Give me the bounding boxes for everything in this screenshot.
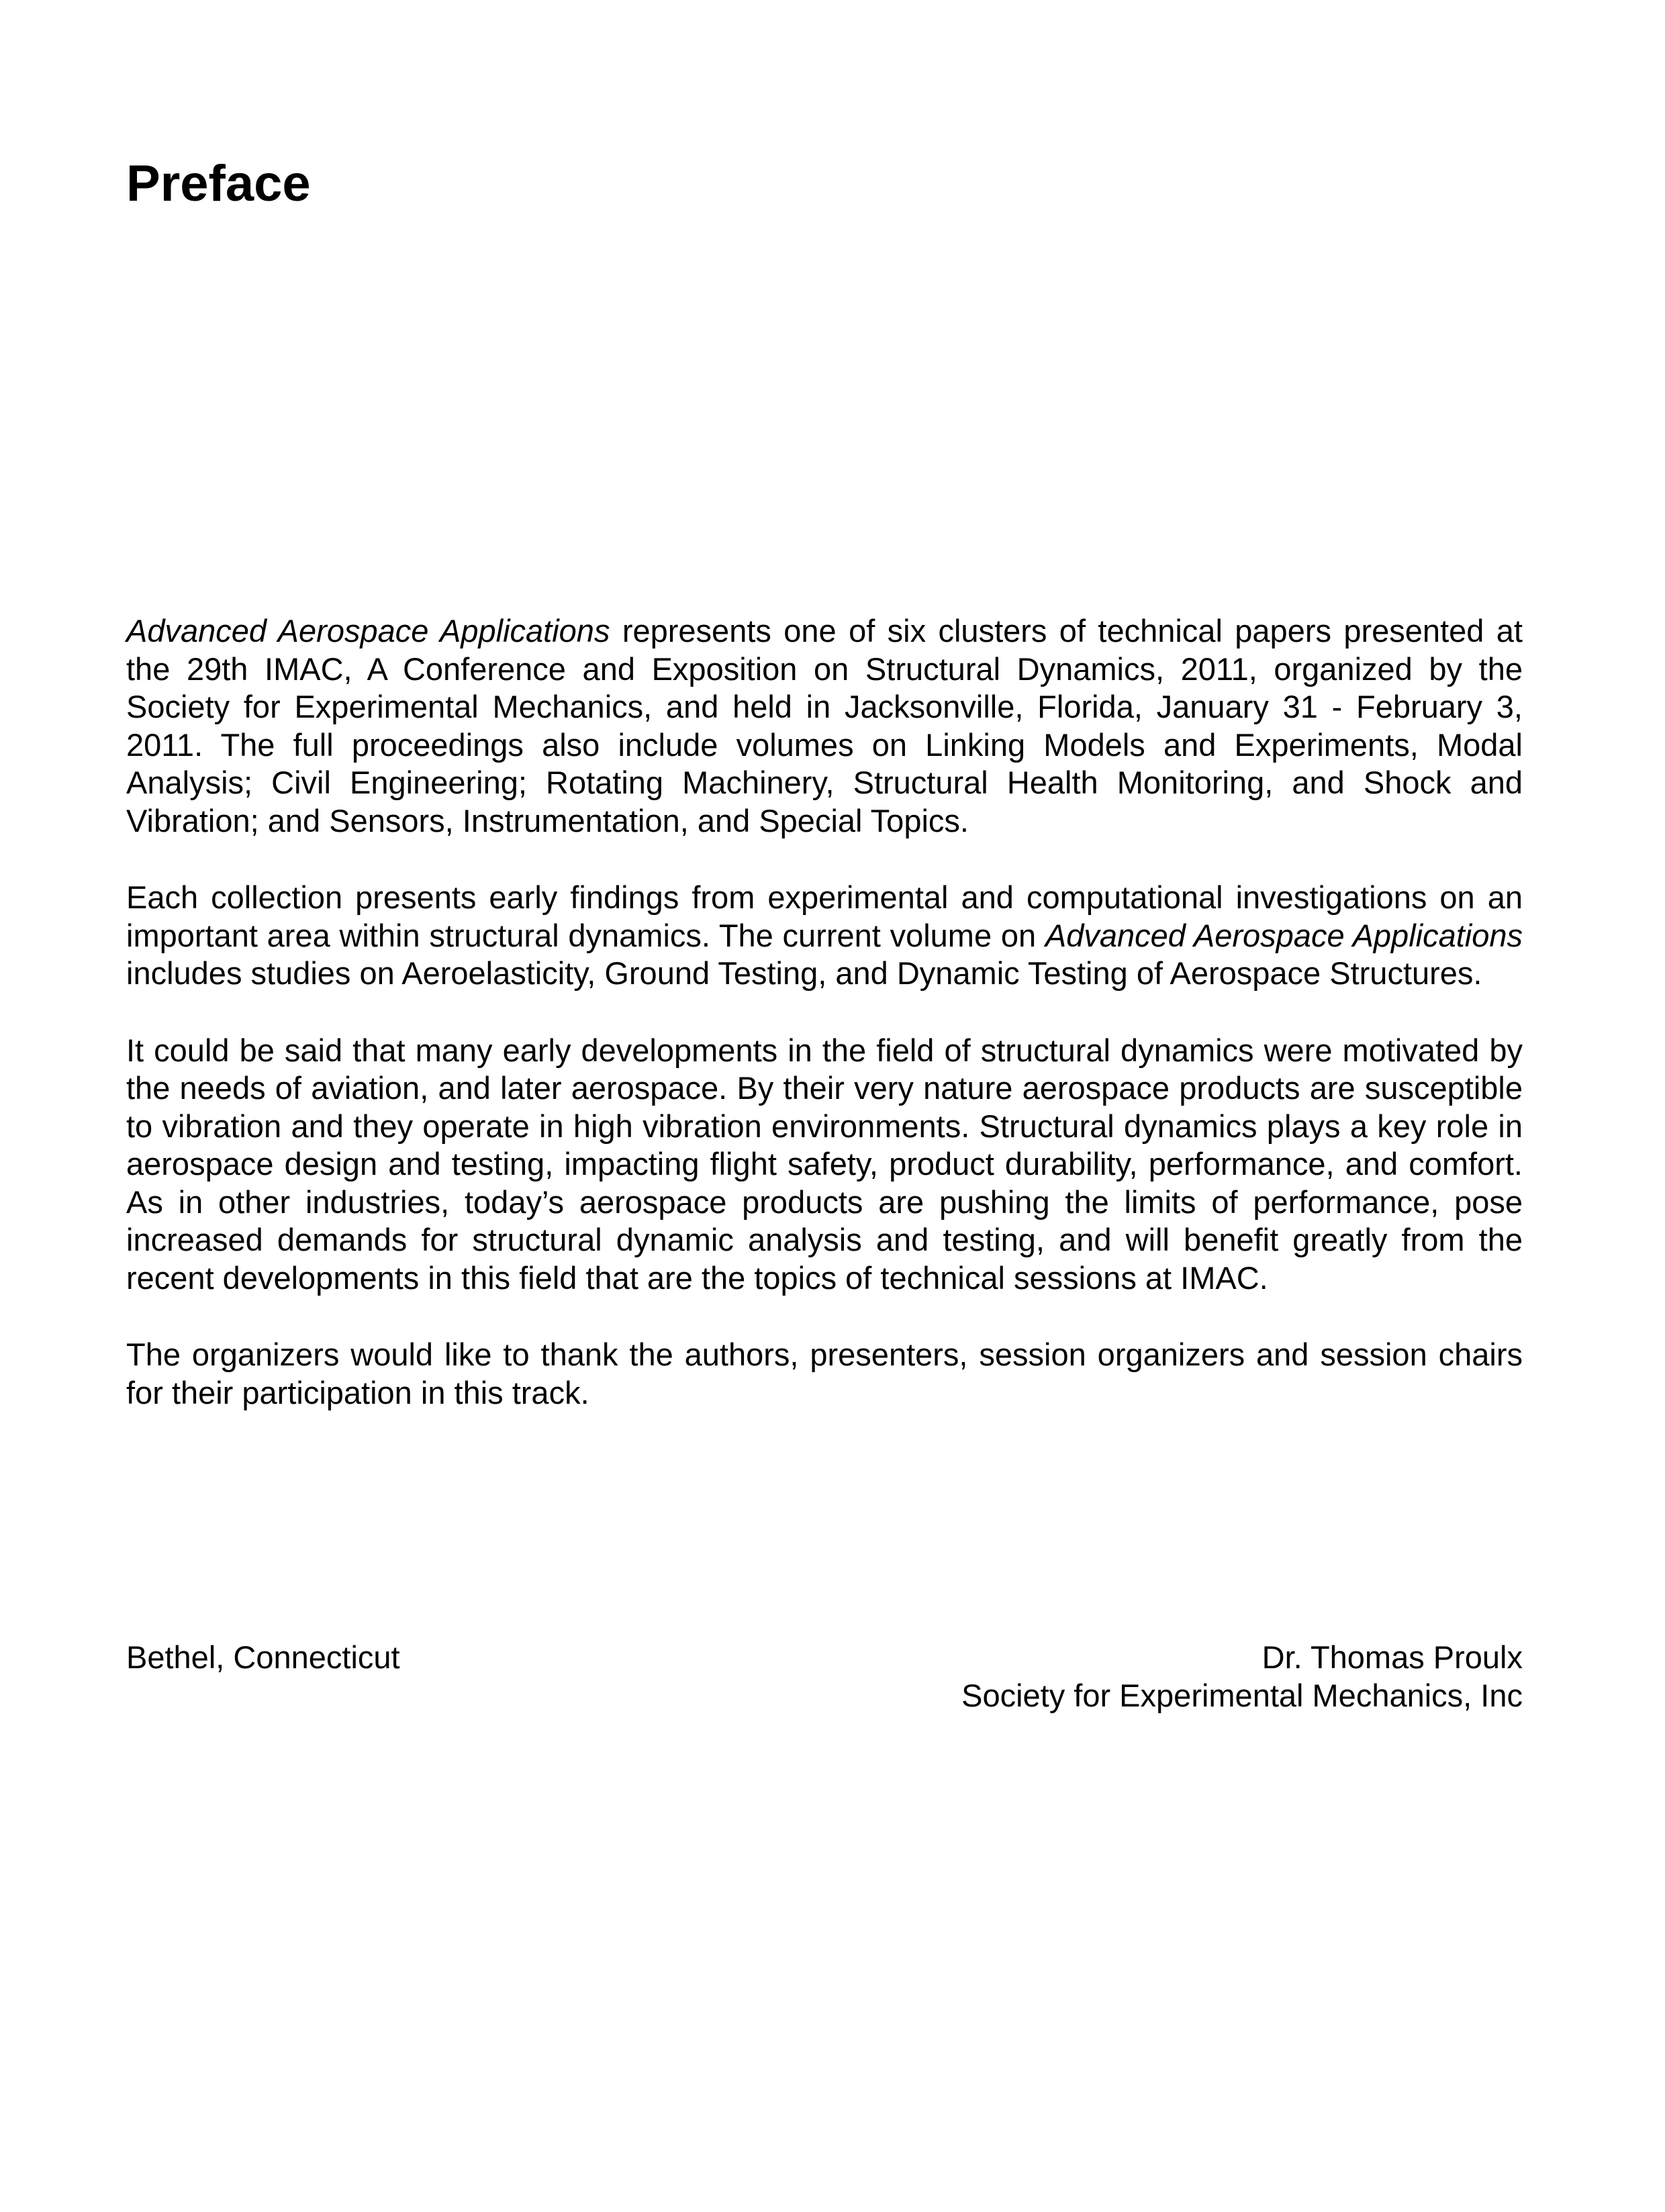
paragraph-1 <box>126 612 1523 840</box>
author-name: Dr. Thomas Proulx <box>1262 1639 1523 1675</box>
signature-author <box>961 1638 1523 1715</box>
paragraph-1-text: represents one of six clusters of technical papers presented at the 29th IMAC, A Conference and Exposition on Structural Dynamics, 2011, organized by the Society for Experimental Mechanics, and held in Jacksonville, Florida, January 31 - February 3, 2011. The full proceedings also include volumes on Linking Models and Experiments, Modal Analysis; Civil Engineering; Rotating Machinery, Structural Health Monitoring, and Shock and Vibration; and Sensors, Instrumentation, and Special Topics. <box>126 613 1523 838</box>
page-title: Preface <box>126 155 311 212</box>
paragraph-2 <box>126 879 1523 993</box>
paragraph-3: It could be said that many early developments in the field of structural dynamics were motivated by the needs of aviation, and later aerospace. By their very nature aerospace products are susceptible to vibration and they operate in high vibration environments. Structural dynamics plays a key role in aerospace design and testing, impacting flight safety, product durability, performance, and comfort. As in other industries, today’s aerospace products are pushing the limits of performance, pose increased demands for structural dynamic analysis and testing, and will benefit greatly from the recent developments in this field that are the topics of technical sessions at IMAC. <box>126 1032 1523 1296</box>
signature-location: Bethel, Connecticut <box>126 1639 400 1675</box>
author-organization: Society for Experimental Mechanics, Inc <box>961 1678 1523 1713</box>
volume-title: Advanced Aerospace Applications <box>126 613 610 648</box>
preface-body <box>126 612 1523 1451</box>
paragraph-2-text-after: includes studies on Aeroelasticity, Ground Testing, and Dynamic Testing of Aerospace Structures. <box>126 955 1482 991</box>
paragraph-4: The organizers would like to thank the authors, presenters, session organizers and session chairs for their participation in this track. <box>126 1337 1523 1410</box>
volume-title: Advanced Aerospace Applications <box>1045 917 1523 953</box>
paragraph-2-text-before: Each collection presents early findings from experimental and computational investigations on an important area within structural dynamics. The current volume on <box>126 879 1523 953</box>
